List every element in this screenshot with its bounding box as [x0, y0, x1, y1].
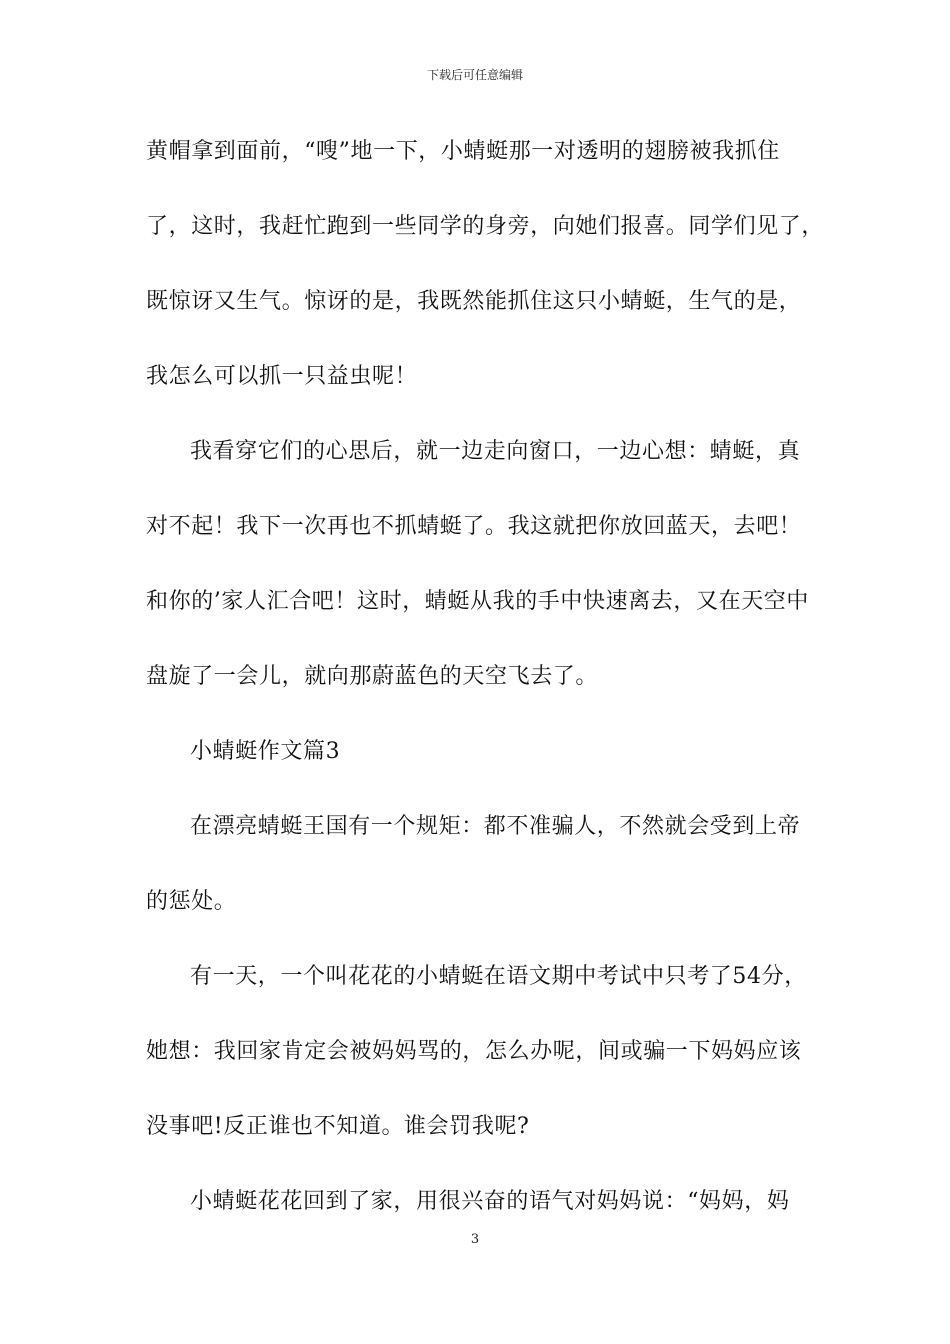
text-line-11: 的惩处。 [146, 889, 237, 914]
text-line-1: 黄帽拿到面前，“嗖”地一下，小蜻蜓那一对透明的翅膀被我抓住 [146, 139, 780, 164]
text-line-4: 我怎么可以抓一只益虫呢！ [146, 364, 418, 389]
text-line-7: 和你的’家人汇合吧！这时，蜻蜓从我的手中快速离去，又在天空中 [146, 589, 809, 614]
section-heading: 小蜻蜓作文篇3 [190, 739, 341, 764]
text-line-3: 既惊讶又生气。惊讶的是，我既然能抓住这只小蜻蜓，生气的是， [146, 289, 802, 314]
page-header: 下载后可任意编辑 [426, 68, 523, 82]
text-line-12: 有一天，一个叫花花的小蜻蜓在语文期中考试中只考了54分， [190, 964, 807, 989]
text-line-15: 小蜻蜓花花回到了家，用很兴奋的语气对妈妈说：“妈妈，妈 [190, 1189, 790, 1214]
text-line-14: 没事吧!反正谁也不知道。谁会罚我呢? [146, 1114, 530, 1139]
text-line-6: 对不起！我下一次再也不抓蜻蜓了。我这就把你放回蓝天，去吧！ [146, 514, 802, 539]
page-number: 3 [470, 1232, 480, 1247]
text-line-13: 她想：我回家肯定会被妈妈骂的，怎么办呢，间或骗一下妈妈应该 [146, 1039, 802, 1064]
text-line-5: 我看穿它们的心思后，就一边走向窗口，一边心想：蜻蜓，真 [190, 439, 801, 464]
text-line-8: 盘旋了一会儿，就向那蔚蓝色的天空飞去了。 [146, 664, 599, 689]
text-line-10: 在漂亮蜻蜓王国有一个规矩：都不准骗人，不然就会受到上帝 [190, 814, 801, 839]
text-line-2: 了，这时，我赶忙跑到一些同学的身旁，向她们报喜。同学们见了， [146, 214, 825, 239]
